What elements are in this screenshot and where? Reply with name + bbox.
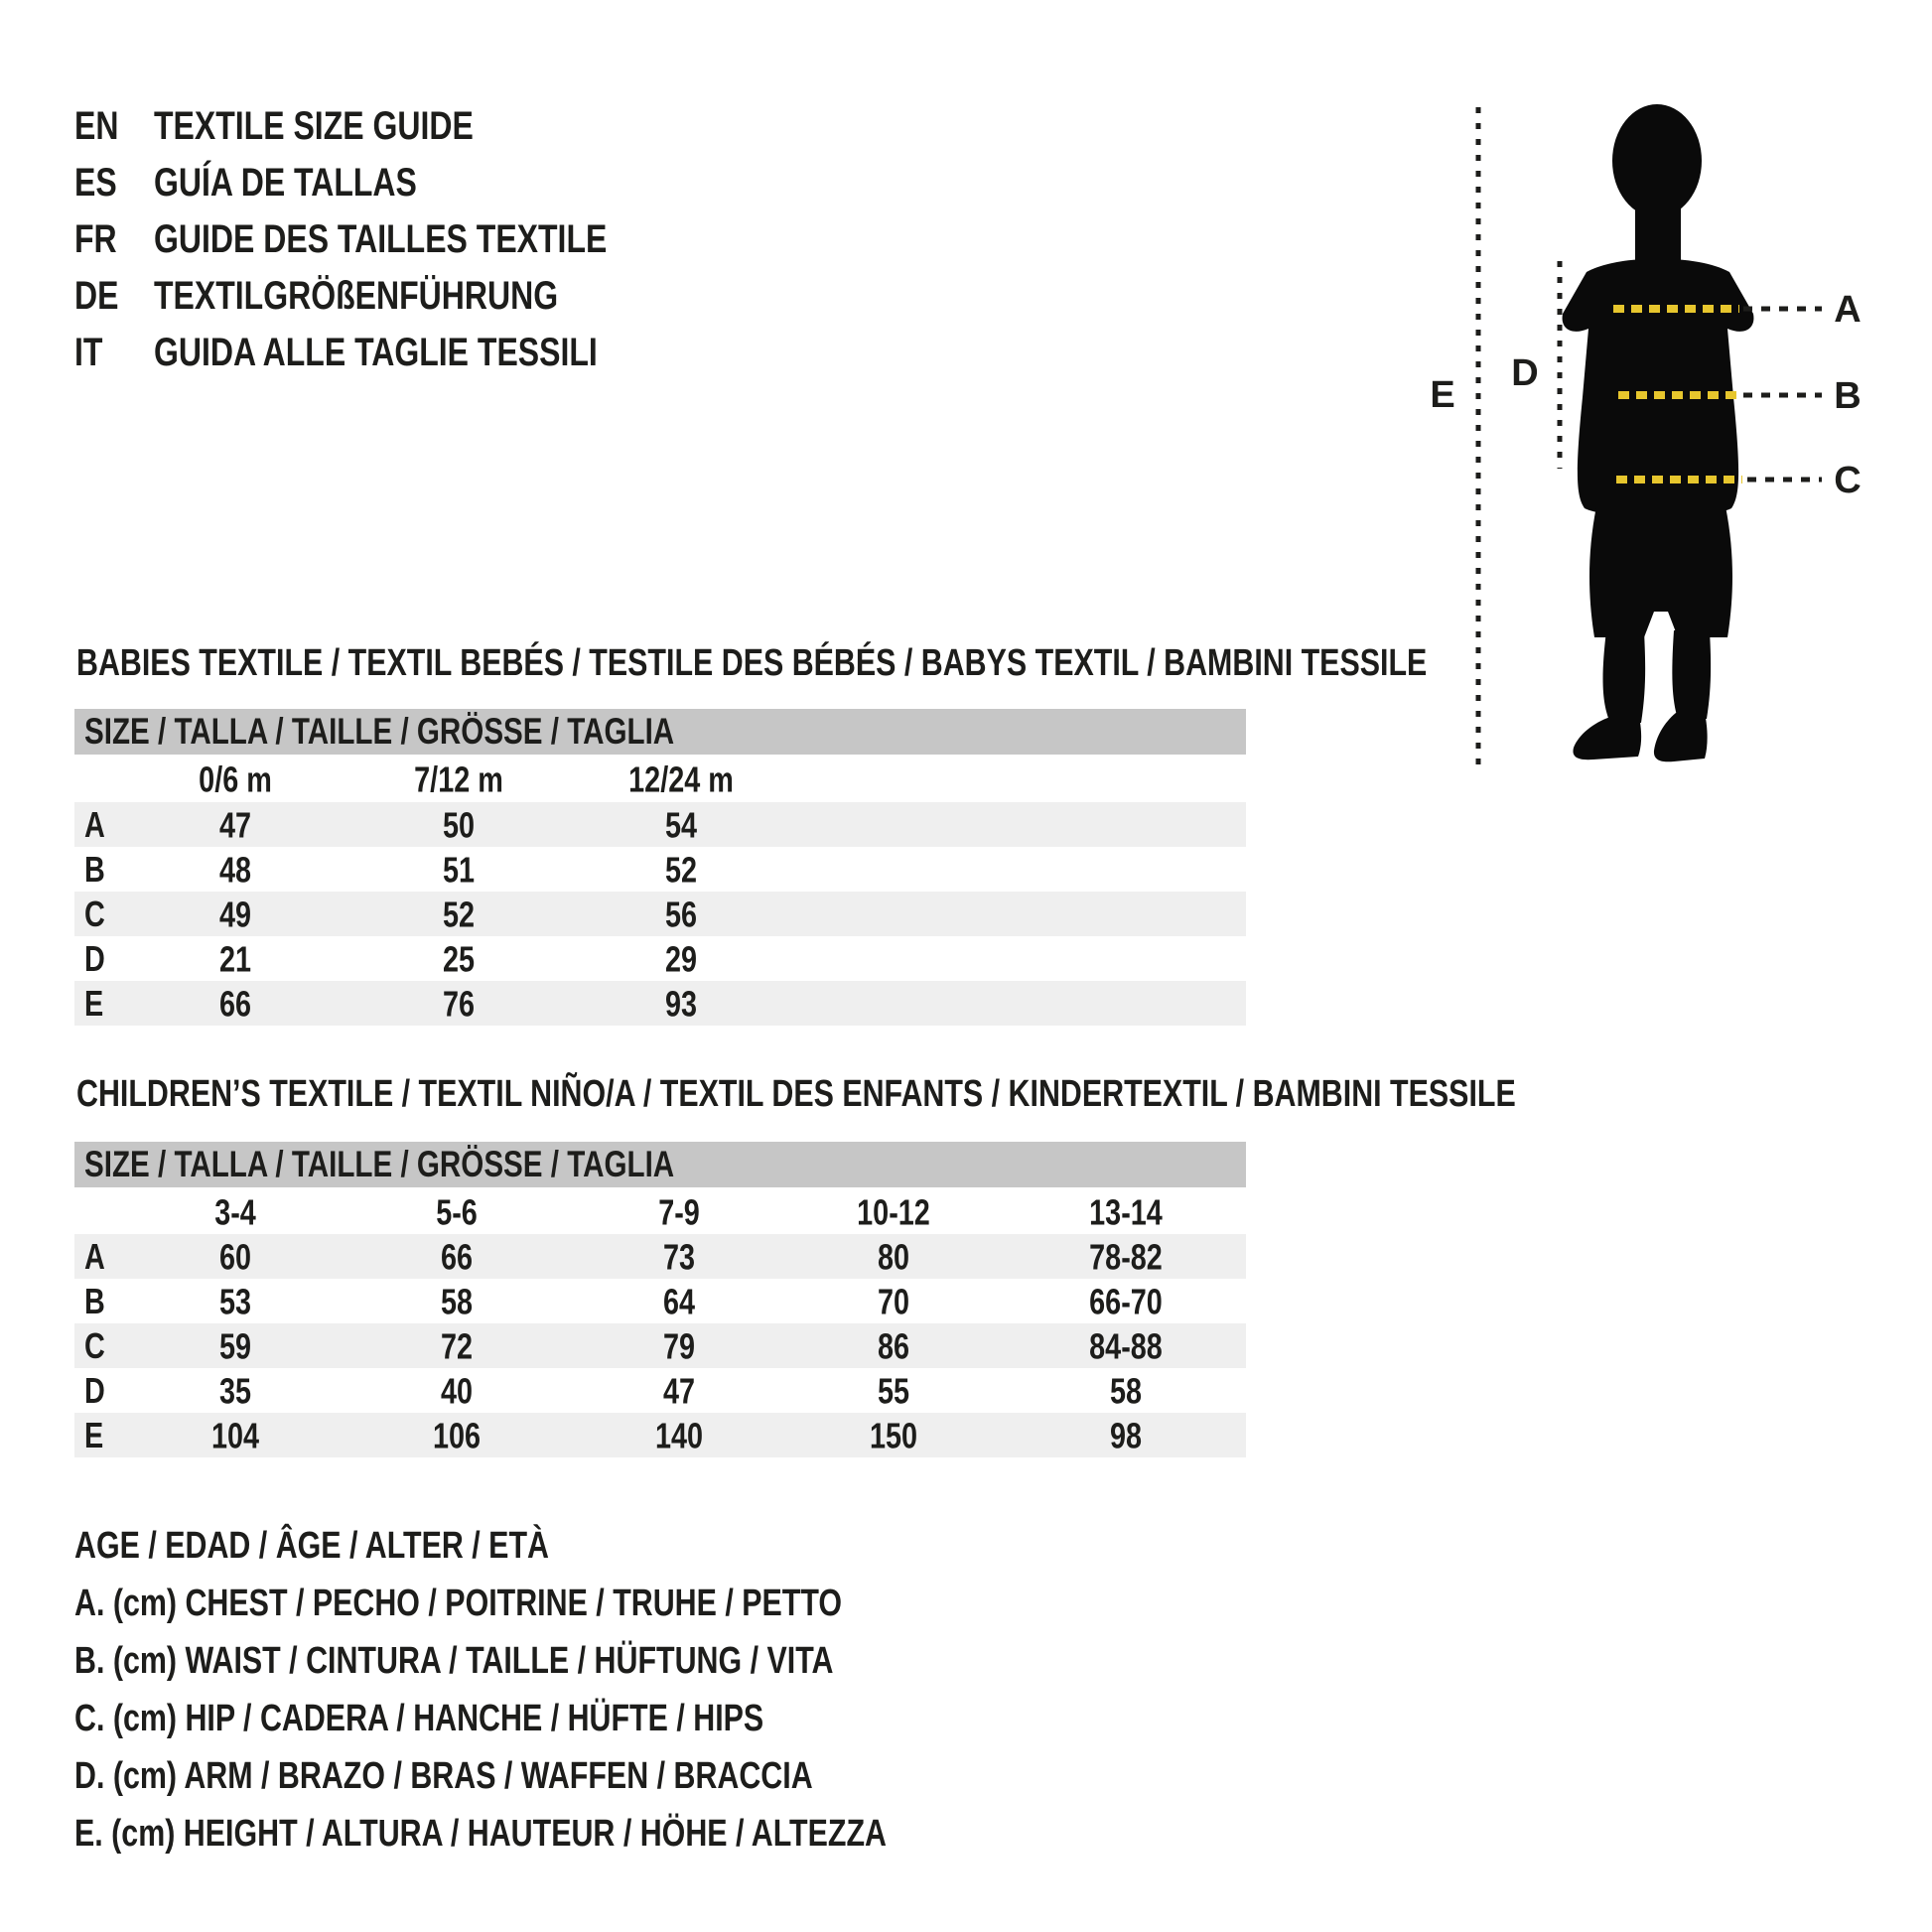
cell-value: 56 [664,894,698,934]
cell-value: 47 [662,1370,696,1411]
row-label: D [84,1370,105,1411]
cell-value: 52 [664,849,698,890]
figure-label-e: E [1430,374,1455,416]
cell-value: 58 [440,1281,474,1321]
cell-value: 47 [218,804,252,845]
cell-value: 78-82 [1089,1236,1163,1277]
cell-value: 21 [218,938,252,979]
cell-value: 150 [869,1415,918,1455]
row-label: C [84,1325,105,1366]
cell-value: 48 [218,849,252,890]
column-header: 7/12 m [414,759,503,799]
cell-value: 106 [432,1415,482,1455]
cell-value: 66 [218,983,252,1024]
legend-item-text: D. (cm) ARM / BRAZO / BRAS / WAFFEN / BRACCIA [74,1755,813,1797]
children-section-title-text: CHILDREN’S TEXTILE / TEXTIL NIÑO/A / TEXTIL DES ENFANTS / KINDERTEXTIL / BAMBINI TESSILE [76,1073,1516,1115]
legend-item-text: E. (cm) HEIGHT / ALTURA / HAUTEUR / HÖHE / ALTEZZA [74,1813,887,1855]
cell-value: 80 [877,1236,910,1277]
cell-value: 25 [442,938,476,979]
language-code: ES [74,161,117,205]
row-label: E [84,1415,104,1455]
table-row [74,802,1246,847]
row-label: D [84,938,105,979]
table-row [74,1234,1246,1279]
babies-section-title [76,640,1764,686]
cell-value: 51 [442,849,476,890]
table-row [74,1279,1246,1323]
language-title: TEXTILGRÖßENFÜHRUNG [154,274,559,318]
cell-value: 35 [218,1370,252,1411]
babies-column-header-row [74,757,1246,801]
table-row [74,892,1246,936]
cell-value: 53 [218,1281,252,1321]
legend-item [74,1575,1034,1632]
cell-value: 55 [877,1370,910,1411]
cell-value: 52 [442,894,476,934]
table-row [74,847,1246,892]
language-code: FR [74,217,117,261]
figure-label-c: C [1834,460,1862,501]
children-size-header-bar [74,1142,1246,1187]
row-label: B [84,849,105,890]
cell-value: 66 [440,1236,474,1277]
cell-value: 49 [218,894,252,934]
figure-label-a: A [1834,289,1862,331]
language-code: EN [74,104,119,148]
cell-value: 58 [1109,1370,1143,1411]
column-header: 0/6 m [199,759,272,799]
cell-value: 140 [654,1415,704,1455]
legend-item [74,1747,998,1805]
language-title: GUÍA DE TALLAS [154,161,417,205]
column-header: 3-4 [214,1191,256,1232]
table-row [74,981,1246,1026]
children-section-title [76,1071,1875,1117]
row-label: B [84,1281,105,1321]
language-title: TEXTILE SIZE GUIDE [154,104,474,148]
language-row [0,215,1390,263]
babies-size-header-text: SIZE / TALLA / TAILLE / GRÖSSE / TAGLIA [84,711,675,752]
table-row [74,1413,1246,1457]
cell-value: 70 [877,1281,910,1321]
cell-value: 73 [662,1236,696,1277]
cell-value: 59 [218,1325,252,1366]
column-header: 13-14 [1089,1191,1163,1232]
language-row [0,159,1390,207]
language-code: DE [74,274,119,318]
cell-value: 54 [664,804,698,845]
language-row [0,272,1390,320]
table-row [74,936,1246,981]
legend-item-text: AGE / EDAD / ÂGE / ALTER / ETÀ [74,1525,549,1567]
babies-size-header-bar [74,709,1246,755]
legend-item [74,1805,1089,1863]
cell-value: 29 [664,938,698,979]
row-label: A [84,804,105,845]
table-row [74,1323,1246,1368]
babies-section-title-text: BABIES TEXTILE / TEXTIL BEBÉS / TESTILE DES BÉBÉS / BABYS TEXTIL / BAMBINI TESSILE [76,642,1428,684]
cell-value: 66-70 [1089,1281,1163,1321]
language-row [0,102,1390,150]
cell-value: 60 [218,1236,252,1277]
cell-value: 64 [662,1281,696,1321]
row-label: C [84,894,105,934]
children-column-header-row [74,1189,1246,1234]
cell-value: 104 [210,1415,260,1455]
cell-value: 50 [442,804,476,845]
cell-value: 86 [877,1325,910,1366]
language-title: GUIDE DES TAILLES TEXTILE [154,217,608,261]
cell-value: 79 [662,1325,696,1366]
cell-value: 40 [440,1370,474,1411]
column-header: 5-6 [436,1191,478,1232]
column-header: 7-9 [658,1191,700,1232]
cell-value: 84-88 [1089,1325,1163,1366]
row-label: E [84,983,104,1024]
language-row [0,329,1390,376]
legend-item-text: B. (cm) WAIST / CINTURA / TAILLE / HÜFTUNG / VITA [74,1640,834,1682]
figure-label-d: D [1511,352,1539,394]
cell-value: 98 [1109,1415,1143,1455]
legend-item [74,1690,936,1747]
language-code: IT [74,331,103,374]
row-label: A [84,1236,105,1277]
column-header: 12/24 m [628,759,734,799]
cell-value: 76 [442,983,476,1024]
legend-item [74,1632,1024,1690]
cell-value: 72 [440,1325,474,1366]
figure-label-b: B [1834,375,1862,417]
column-header: 10-12 [857,1191,930,1232]
table-row [74,1368,1246,1413]
cell-value: 93 [664,983,698,1024]
legend-item-text: C. (cm) HIP / CADERA / HANCHE / HÜFTE / HIPS [74,1698,764,1739]
legend-item [74,1517,667,1575]
children-size-header-text: SIZE / TALLA / TAILLE / GRÖSSE / TAGLIA [84,1144,675,1184]
legend-item-text: A. (cm) CHEST / PECHO / POITRINE / TRUHE / PETTO [74,1583,843,1624]
language-title: GUIDA ALLE TAGLIE TESSILI [154,331,598,374]
